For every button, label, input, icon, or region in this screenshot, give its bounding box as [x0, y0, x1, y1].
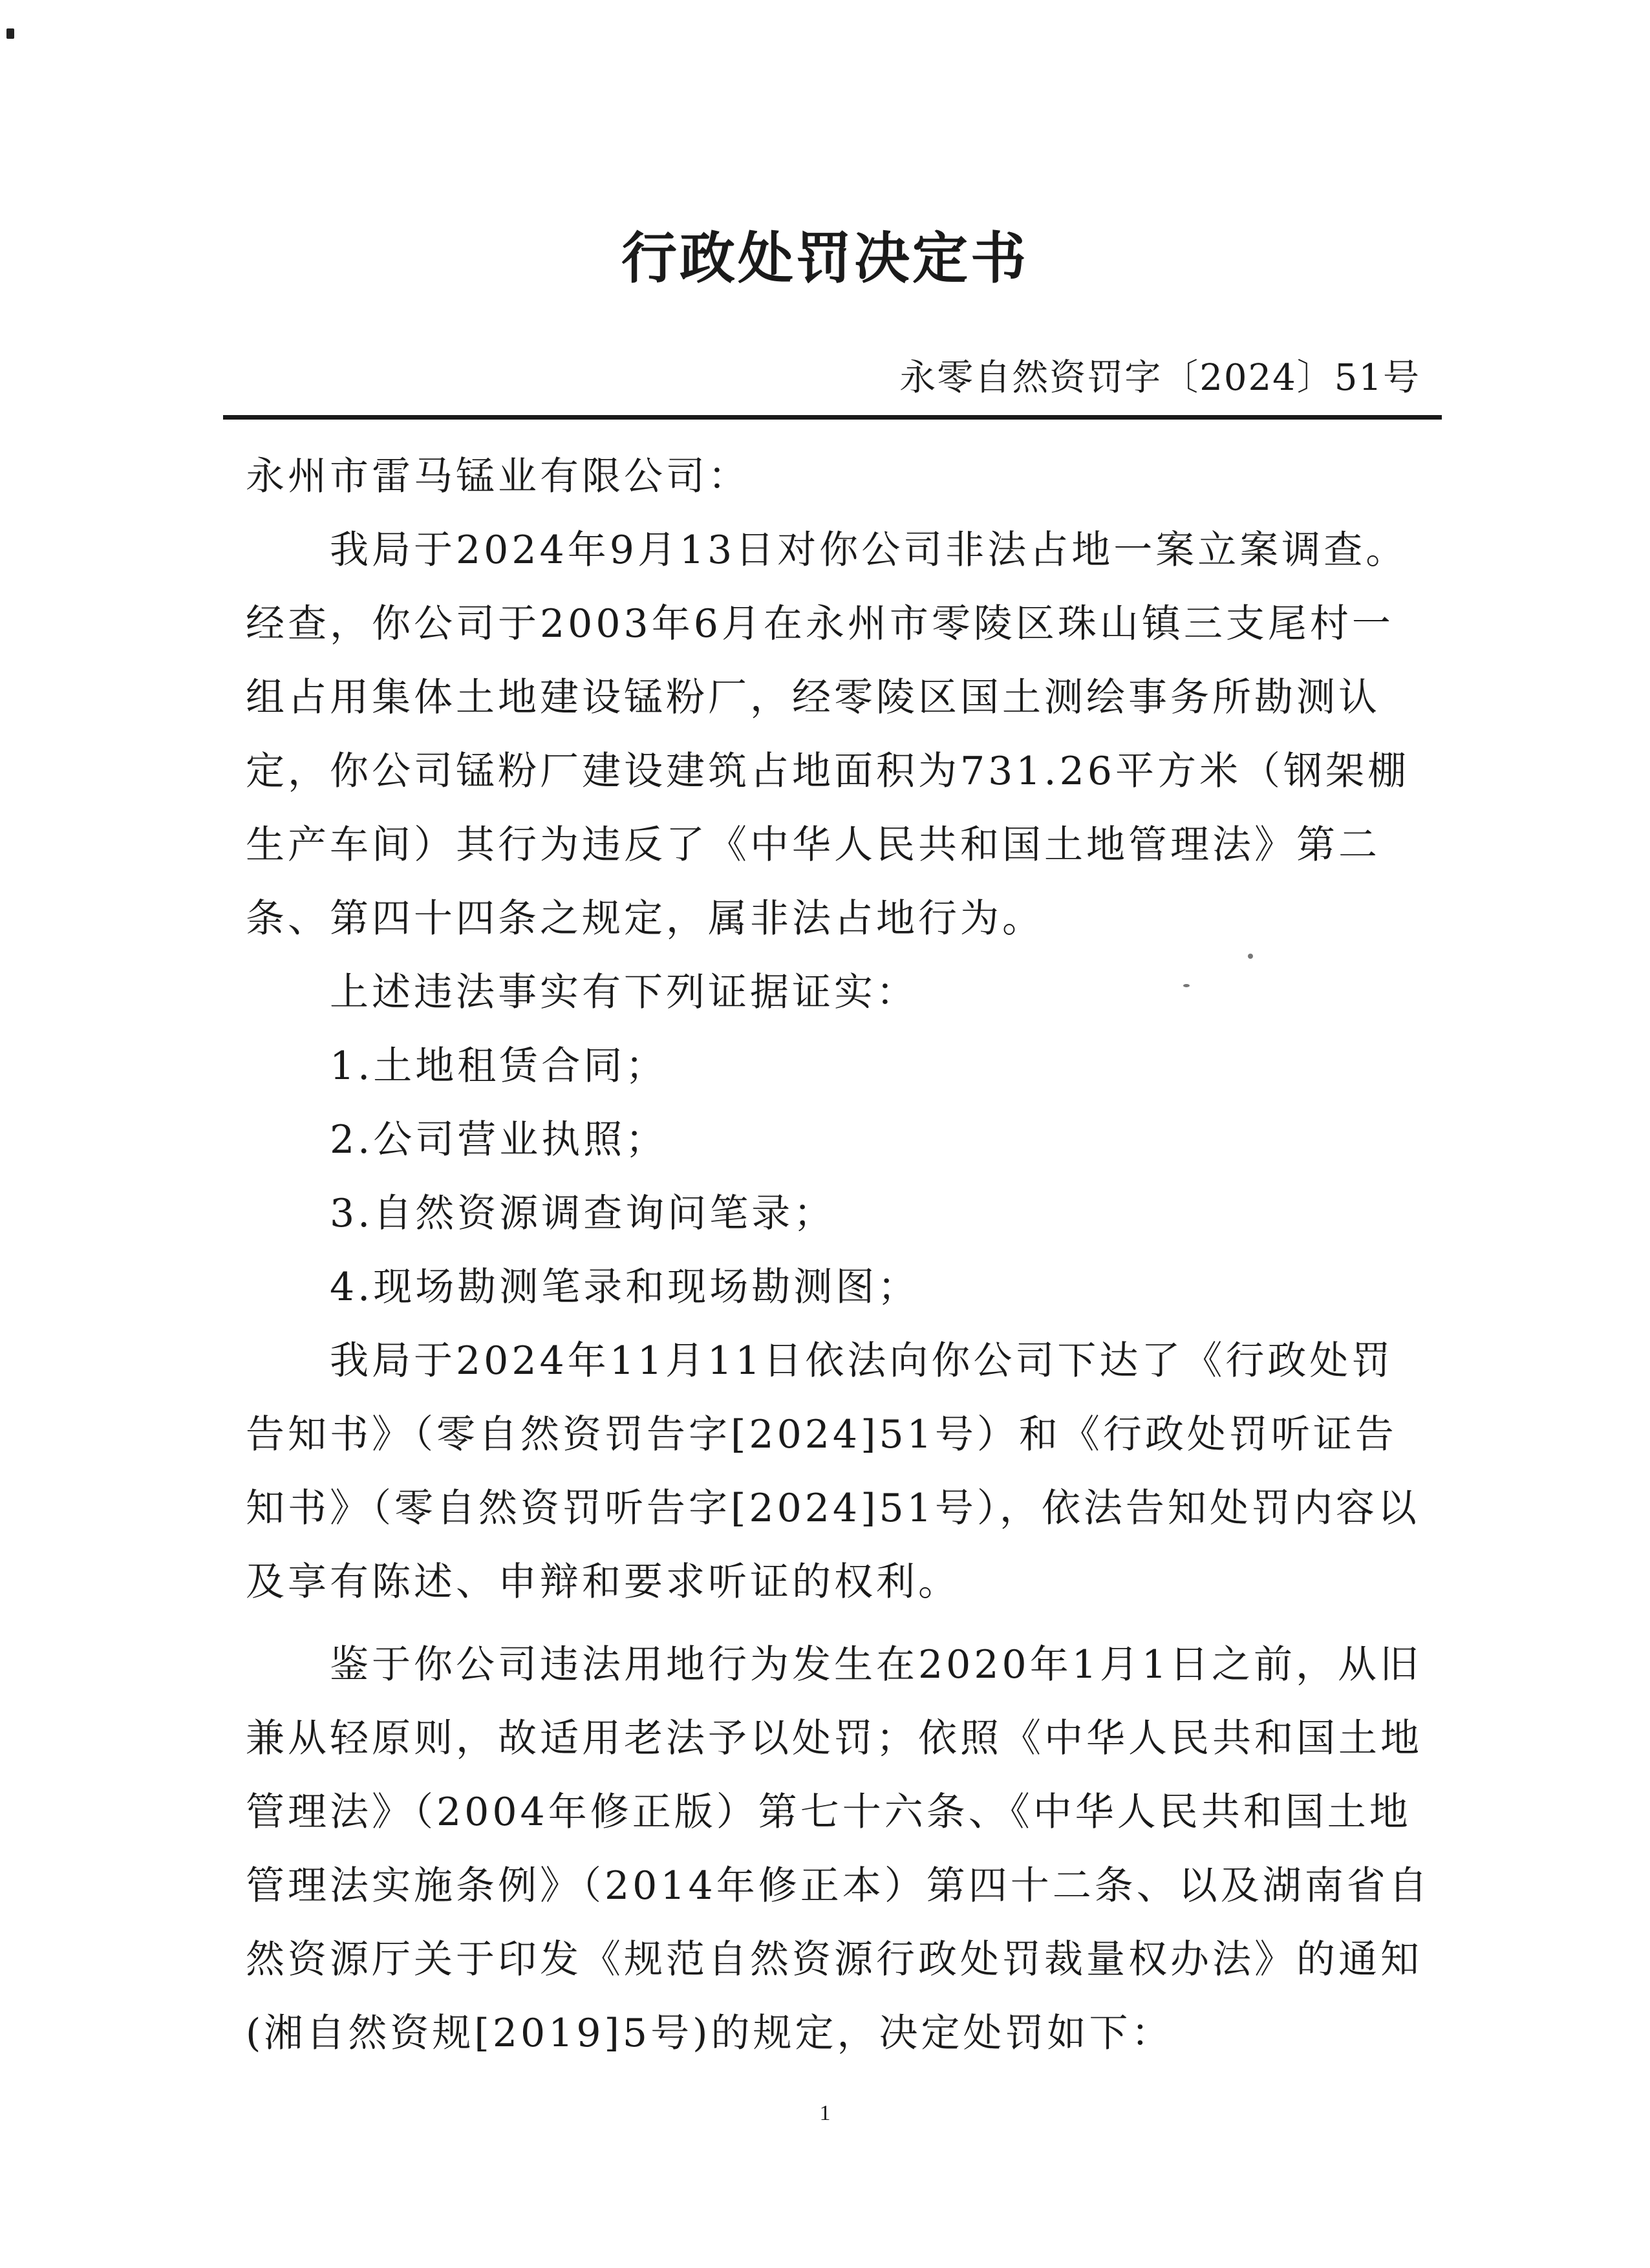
header-rule [223, 415, 1442, 420]
paragraph-decision-basis: 鉴于你公司违法用地行为发生在2020年1月1日之前，从旧兼从轻原则，故适用老法予以处罚；依照《中华人民共和国土地管理法》（2004年修正版）第七十六条、《中华人民共和国土地管理法实施条例》（2014年修正本）第四十二条、以及湖南省自然资源厅关于印发《规范自然资源行政处罚裁量权办法》的通知(湘自然资规[2019]5号)的规定，决定处罚如下： [246, 1642, 1431, 2056]
evidence-item: 3.自然资源调查询问笔录； [330, 1191, 836, 1236]
scan-corner-mark [6, 28, 14, 39]
evidence-intro: 上述违法事实有下列证据证实： [330, 970, 918, 1015]
evidence-item: 4.现场勘测笔录和现场勘测图； [330, 1265, 920, 1310]
evidence-item: 2.公司营业执照； [330, 1117, 668, 1162]
document-title: 行政处罚决定书 [621, 226, 1029, 291]
page-number: 1 [819, 2101, 831, 2125]
paragraph-notice: 我局于2024年11月11日依法向你公司下达了《行政处罚告知书》（零自然资罚告字[2024]51号）和《行政处罚听证告知书》（零自然资罚听告字[2024]51号），依法告知处罚内容以及享有陈述、申辩和要求听证的权利。 [246, 1338, 1420, 1605]
scan-speck [1248, 954, 1253, 959]
addressee: 永州市雷马锰业有限公司： [246, 454, 750, 499]
evidence-item: 1.土地租赁合同； [330, 1043, 668, 1089]
scan-speck [1183, 984, 1190, 987]
document-number: 永零自然资罚字〔2024〕51号 [899, 357, 1420, 399]
paragraph-facts: 我局于2024年9月13日对你公司非法占地一案立案调查。经查，你公司于2003年6月在永州市零陵区珠山镇三支尾村一组占用集体土地建设锰粉厂，经零陵区国土测绘事务所勘测认定，你公司锰粉厂建设建筑占地面积为731.26平方米（钢架棚生产车间）其行为违反了《中华人民共和国土地管理法》第二条、第四十四条之规定，属非法占地行为。 [246, 528, 1409, 941]
document-body [246, 440, 1432, 2070]
